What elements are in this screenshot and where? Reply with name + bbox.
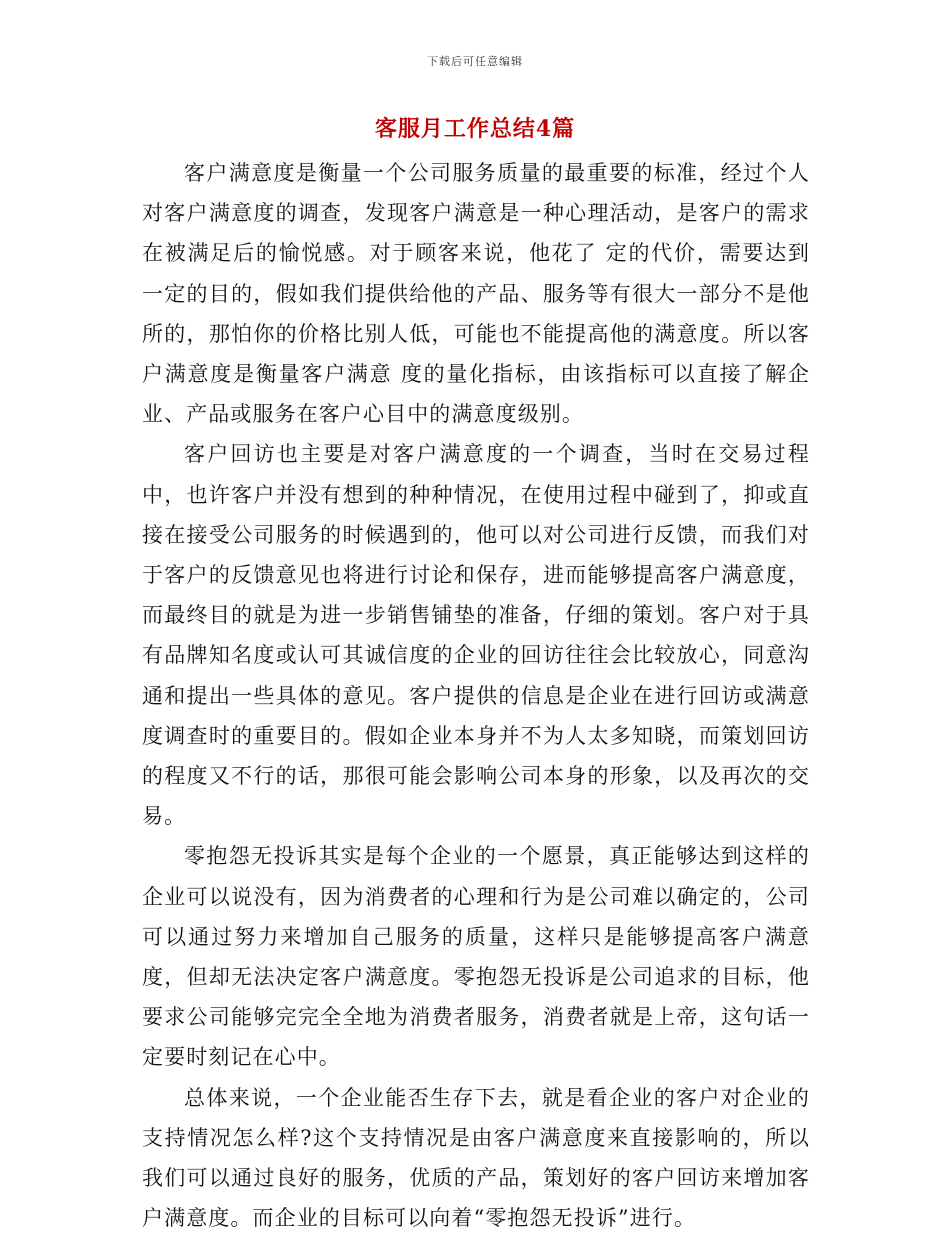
paragraph: 客户回访也主要是对客户满意度的一个调查，当时在交易过程中，也许客户并没有想到的种种情况，在使用过程中碰到了，抑或直接在接受公司服务的时候遇到的，他可以对公司进行反馈，而我们对于客户的反馈意见也将进行讨论和保存，进而能够提高客户满意度，而最终目的就是为进一步销售铺垫的准备，仔细的策划。客户对于具有品牌知名度或认可其诚信度的企业的回访往往会比较放心，同意沟通和提出一些具体的意见。客户提供的信息是企业在进行回访或满意度调查时的重要目的。假如企业本身并不为人太多知晓，而策划回访的程度又不行的话，那很可能会影响公司本身的形象，以及再次的交易。 — [142, 442, 810, 829]
paragraph: 总体来说，一个企业能否生存下去，就是看企业的客户对企业的支持情况怎么样?这个支持情况是由客户满意度来直接影响的，所以我们可以通过良好的服务，优质的产品，策划好的客户回访来增加客户满意度。而企业的目标可以向着“零抱怨无投诉”进行。 — [142, 1085, 810, 1231]
paragraph: 零抱怨无投诉其实是每个企业的一个愿景，真正能够达到这样的企业可以说没有，因为消费者的心理和行为是公司难以确定的，公司可以通过努力来增加自己服务的质量，这样只是能够提高客户满意度，但却无法决定客户满意度。零抱怨无投诉是公司追求的目标，他要求公司能够完完全全地为消费者服务，消费者就是上帝，这句话一定要时刻记在心中。 — [142, 844, 810, 1070]
document-title: 客服月工作总结4篇 — [374, 116, 576, 142]
header-note: 下载后可任意编辑 — [427, 55, 523, 68]
document-body — [142, 153, 810, 1238]
paragraph: 客户满意度是衡量一个公司服务质量的最重要的标准，经过个人对客户满意度的调查，发现客户满意是一种心理活动，是客户的需求在被满足后的愉悦感。对于顾客来说，他花了 定的代价，需要达到一定的目的，假如我们提供给他的产品、服务等有很大一部分不是他所的，那怕你的价格比别人低，可能也不能提高他的满意度。所以客户满意度是衡量客户满意 度的量化指标，由该指标可以直接了解企业、产品或服务在客户心目中的满意度级别。 — [142, 161, 810, 427]
